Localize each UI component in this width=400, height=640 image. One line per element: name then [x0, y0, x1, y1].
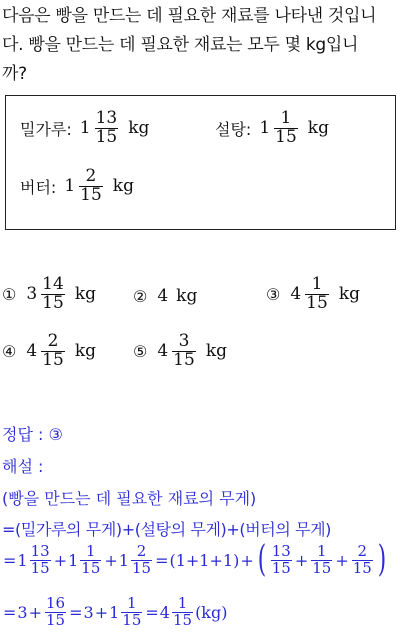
eq1-whole-sum: (1+1+1)	[169, 550, 240, 570]
question-line-1: 다음은 빵을 만드는 데 필요한 재료를 나타낸 것입니	[2, 6, 377, 26]
option-2-unit: kg	[176, 286, 198, 306]
butter-row	[20, 168, 134, 205]
eq1-f2	[311, 541, 332, 577]
eq2-result	[160, 596, 195, 629]
option-3-unit: kg	[338, 284, 360, 305]
eq1-t2-den: 15	[81, 558, 101, 577]
eq2-b-num: 16	[46, 594, 66, 612]
eq1-f1	[271, 541, 292, 577]
eq2-unit: (kg)	[195, 602, 228, 622]
question-line-2: 다. 빵을 만드는 데 필요한 재료는 모두 몇 kg입니	[2, 35, 359, 55]
flour-amount	[80, 110, 120, 147]
eq1-t1-whole: 1	[17, 550, 28, 570]
eq1-f3	[352, 541, 373, 577]
option-2-value: 4	[157, 286, 169, 306]
option-1[interactable]	[2, 276, 96, 313]
sugar-label: 설탕:	[215, 119, 252, 139]
option-5-denominator: 15	[173, 349, 195, 370]
option-3[interactable]	[266, 276, 360, 313]
explanation-label: 해설 :	[2, 457, 44, 476]
sugar-fraction	[274, 110, 298, 147]
question-line-3: 까?	[2, 64, 27, 84]
eq1-left-paren: (	[257, 539, 266, 580]
eq1-t2-whole: 1	[68, 550, 79, 570]
flour-numerator: 13	[95, 108, 118, 128]
eq1-term-3	[118, 541, 154, 577]
option-1-fraction	[41, 276, 65, 313]
eq2-c: 3	[83, 602, 94, 622]
option-5-mark: ⑤	[133, 341, 148, 361]
option-4-numerator: 2	[47, 331, 59, 351]
eq2-result-fraction	[172, 596, 193, 629]
sugar-denominator: 15	[275, 126, 297, 147]
sugar-whole: 1	[259, 118, 271, 139]
question-text	[2, 2, 398, 89]
option-1-mark: ①	[2, 284, 17, 304]
option-1-unit: kg	[74, 284, 96, 305]
butter-numerator: 2	[85, 166, 97, 186]
option-5[interactable]	[133, 333, 227, 370]
flour-fraction	[95, 110, 119, 147]
eq2-result-num: 1	[177, 594, 188, 612]
option-5-numerator: 3	[178, 331, 190, 351]
option-3-whole: 4	[290, 284, 302, 305]
sugar-amount	[259, 110, 299, 147]
butter-unit: kg	[112, 176, 134, 197]
eq1-t3-whole: 1	[118, 550, 129, 570]
option-4[interactable]	[2, 333, 96, 370]
butter-label: 버터:	[20, 177, 57, 197]
option-4-fraction	[41, 333, 65, 370]
eq2-mixed-num: 1	[127, 594, 137, 612]
option-1-whole: 3	[26, 284, 38, 305]
eq1-f1-den: 15	[271, 558, 291, 577]
eq1-t3-num: 2	[136, 541, 147, 560]
eq2-b-den: 15	[46, 610, 66, 629]
option-4-amount	[26, 333, 66, 370]
equation-line-2: = 3 + $\frac{16}{15}$ = 3 + 1 $\frac{1}{15}$ = 4 $\frac{1}{15}$ (kg)	[3, 594, 228, 629]
option-3-mark: ③	[266, 284, 281, 304]
option-5-fraction	[172, 333, 196, 370]
option-4-whole: 4	[26, 341, 38, 362]
eq1-t3-fraction	[131, 541, 152, 577]
eq2-mixed-den: 15	[122, 610, 142, 629]
eq1-f1-num: 13	[271, 541, 291, 560]
option-2[interactable]	[133, 286, 197, 306]
eq2-b	[45, 596, 66, 629]
option-3-numerator: 1	[311, 274, 323, 294]
option-5-whole: 4	[157, 341, 169, 362]
eq1-f2-num: 1	[317, 541, 327, 560]
option-2-mark: ②	[133, 286, 148, 306]
explanation-line-1: (빵을 만드는 데 필요한 재료의 무게)	[2, 489, 257, 508]
eq1-t2-num: 1	[86, 541, 96, 560]
option-3-denominator: 15	[306, 292, 328, 313]
eq2-mixed-fraction	[121, 596, 142, 629]
eq1-t1-fraction	[30, 541, 51, 577]
option-4-denominator: 15	[42, 349, 64, 370]
butter-fraction	[79, 168, 103, 205]
eq2-mixed	[109, 596, 144, 629]
eq1-t1-num: 13	[30, 541, 50, 560]
butter-amount	[64, 168, 104, 205]
butter-denominator: 15	[80, 184, 102, 205]
ingredient-box	[5, 95, 396, 230]
answer-value: ③	[48, 425, 63, 444]
eq2-result-den: 15	[172, 610, 193, 629]
eq1-f2-den: 15	[312, 558, 332, 577]
flour-label: 밀가루:	[20, 119, 72, 139]
butter-whole: 1	[64, 176, 76, 197]
option-5-unit: kg	[205, 341, 227, 362]
option-1-denominator: 15	[42, 292, 64, 313]
flour-unit: kg	[128, 118, 150, 139]
eq2-result-whole: 4	[159, 602, 170, 622]
eq1-t3-den: 15	[131, 558, 152, 577]
sugar-row	[215, 110, 329, 147]
eq1-f3-den: 15	[352, 558, 372, 577]
eq1-right-paren: )	[377, 539, 387, 580]
option-1-numerator: 14	[42, 274, 64, 294]
sugar-numerator: 1	[280, 108, 292, 128]
explanation-line-2: =(밀가루의 무게)+(설탕의 무게)+(버터의 무게)	[2, 520, 332, 539]
eq1-term-1	[17, 541, 52, 577]
answer-line	[2, 422, 63, 445]
option-1-amount	[26, 276, 66, 313]
eq1-t1-den: 15	[30, 558, 50, 577]
flour-denominator: 15	[95, 126, 118, 147]
eq1-t2-fraction	[80, 541, 101, 577]
answer-label: 정답 :	[2, 425, 44, 444]
flour-row	[20, 110, 149, 147]
flour-whole: 1	[79, 118, 91, 139]
eq1-f3-num: 2	[357, 541, 368, 560]
eq1-term-2	[68, 541, 103, 577]
eq2-a: 3	[17, 602, 28, 622]
option-4-unit: kg	[74, 341, 96, 362]
sugar-unit: kg	[307, 118, 329, 139]
option-3-fraction	[305, 276, 329, 313]
option-4-mark: ④	[2, 341, 17, 361]
option-3-amount	[290, 276, 330, 313]
eq2-mixed-whole: 1	[109, 602, 120, 622]
option-5-amount	[157, 333, 197, 370]
equation-line-1: = 1 $\frac{13}{15}$ + 1 $\frac{1}{15}$ + 1 $\frac{2}{15}$ = (1+1+1) + ( $\frac{13}{15}$ + $\frac{1}{15}$ + $\frac{2}{15}$ )	[3, 539, 387, 580]
